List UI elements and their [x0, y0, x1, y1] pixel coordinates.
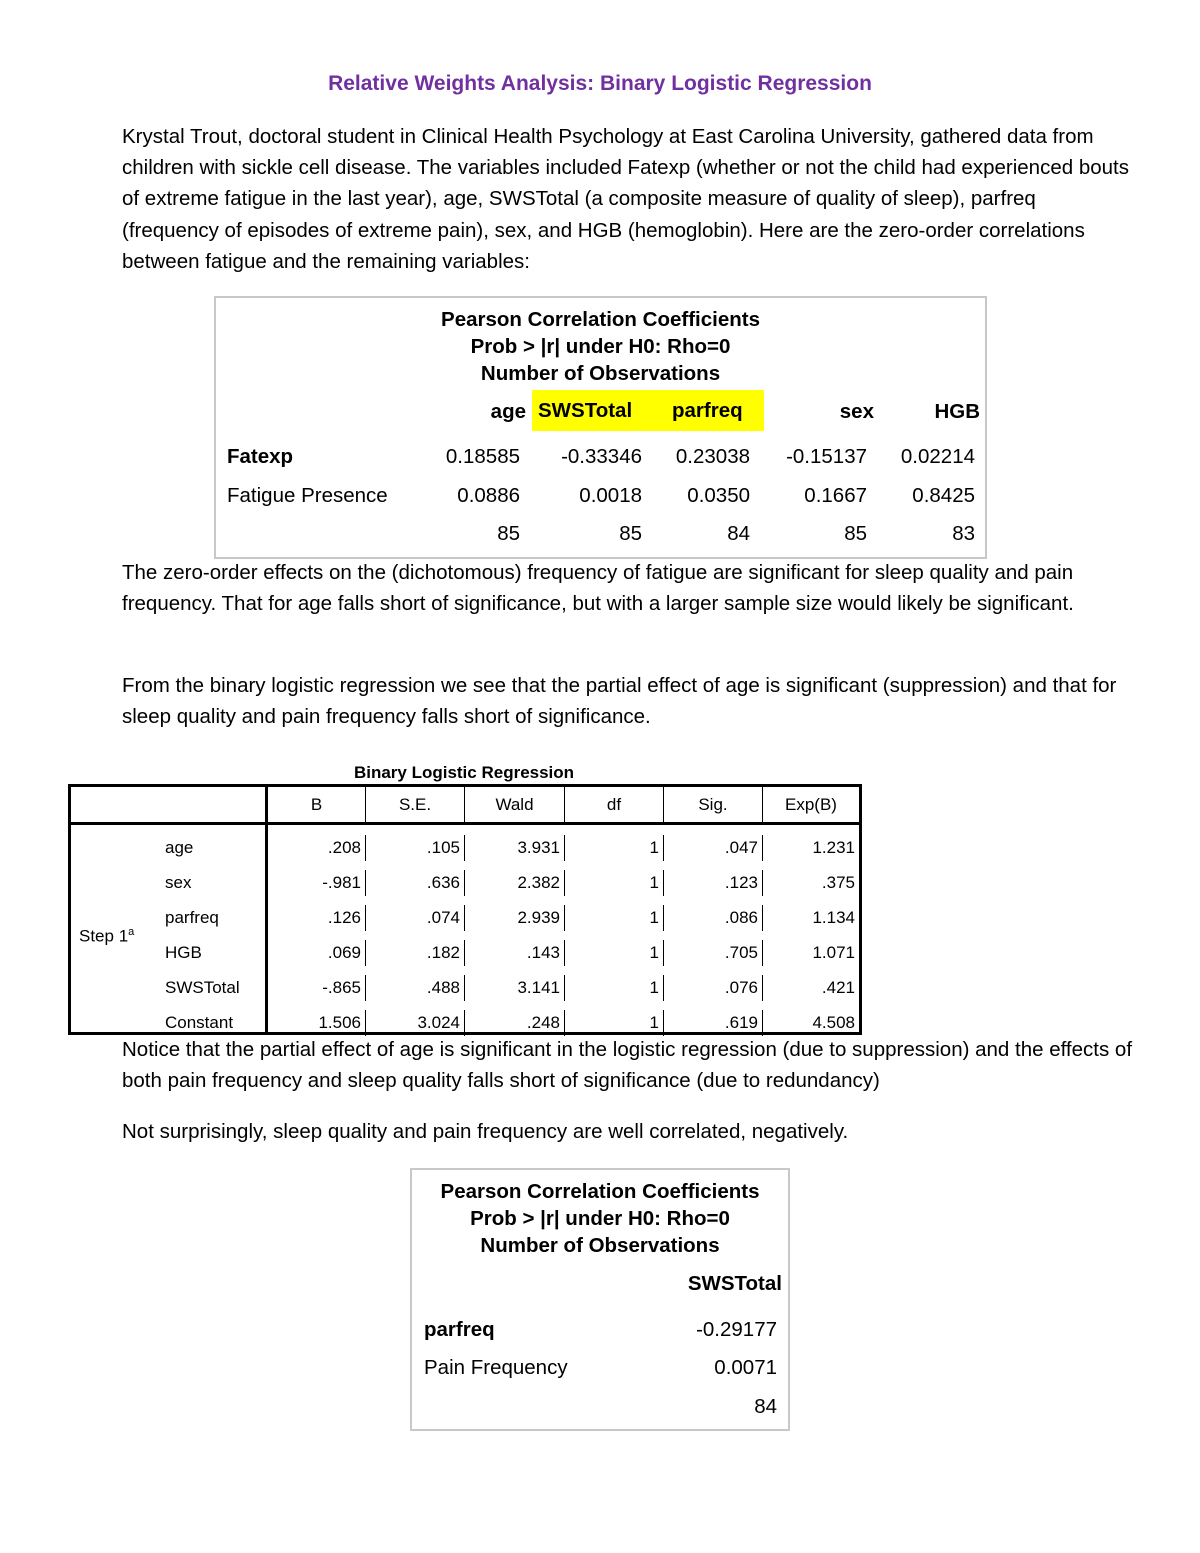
- col-header-wald: Wald: [495, 795, 534, 814]
- col-header-expb: Exp(B): [785, 795, 837, 814]
- cell-divider: [564, 905, 565, 931]
- cell-divider: [464, 940, 465, 966]
- table-cell: 3.024: [417, 1013, 460, 1032]
- table-cell: .488: [426, 978, 460, 997]
- cell-divider: [365, 1010, 366, 1036]
- corr2-heading-1: Pearson Correlation Coefficients: [440, 1180, 760, 1203]
- corr2-heading-2: Prob > |r| under H0: Rho=0: [470, 1207, 730, 1230]
- table-cell: 1: [649, 838, 659, 857]
- cell-divider: [762, 1010, 763, 1036]
- p-parfreq-swstotal: 0.0071: [714, 1356, 777, 1379]
- cell-divider: [663, 975, 664, 1001]
- cell-divider: [464, 1010, 465, 1036]
- col-header-hgb: HGB: [934, 400, 980, 423]
- cell-divider: [365, 905, 366, 931]
- paragraph-correlated: [70, 1116, 1132, 1147]
- corr2-heading-3: Number of Observations: [480, 1234, 720, 1257]
- row-label: HGB: [165, 943, 202, 962]
- row-label: SWSTotal: [165, 978, 240, 997]
- row-label: parfreq: [165, 908, 219, 927]
- paragraph-zero-order: [70, 557, 1132, 619]
- p-parfreq: 0.0350: [687, 484, 750, 507]
- cell-divider: [564, 835, 565, 861]
- col-header-sex: sex: [839, 400, 874, 423]
- table-cell: 2.939: [517, 908, 560, 927]
- cell-divider: [464, 835, 465, 861]
- label-divider: [265, 787, 268, 1032]
- table-cell: 1.071: [812, 943, 855, 962]
- p-sex: 0.1667: [804, 484, 867, 507]
- cell-divider: [365, 940, 366, 966]
- correlation-table-fatexp: [214, 296, 987, 559]
- r-parfreq-swstotal: -0.29177: [696, 1318, 777, 1341]
- r-age: 0.18585: [445, 445, 520, 468]
- table-cell: .143: [526, 943, 560, 962]
- n-sex: 85: [844, 522, 867, 545]
- row-label-fatexp: Fatexp: [227, 445, 294, 468]
- correlation-table-parfreq: [410, 1168, 790, 1431]
- cell-divider: [365, 870, 366, 896]
- table-cell: .619: [724, 1013, 758, 1032]
- page-title: Relative Weights Analysis: Binary Logistic Regression: [328, 72, 872, 95]
- cell-divider: [365, 835, 366, 861]
- intro-text: Krystal Trout, doctoral student in Clinical Health Psychology at East Carolina University, gathered data from children with sickle cell disease. The variables included Fatexp (whether or not the child had experienced bouts of extreme fatigue in the last year), age, SWSTotal (a composite measure of quality of sleep), parfreq (frequency of episodes of extreme pain), sex, and HGB (hemoglobin). Here are the zero-order correlations between fatigue and the remaining variables:: [122, 125, 1129, 273]
- table-cell: 1: [649, 943, 659, 962]
- cell-divider: [663, 905, 664, 931]
- correlated-text: Not surprisingly, sleep quality and pain frequency are well correlated, negatively.: [122, 1120, 849, 1143]
- row-sublabel-pain-frequency: Pain Frequency: [424, 1356, 568, 1379]
- notice-text: Notice that the partial effect of age is significant in the logistic regression (due to suppression) and the effects of both pain frequency and sleep quality falls short of significance (due to redundancy): [122, 1038, 1133, 1093]
- r-swstotal: -0.33346: [561, 445, 642, 468]
- intro-paragraph: [70, 121, 1132, 277]
- p-age: 0.0886: [457, 484, 520, 507]
- cell-divider: [762, 870, 763, 896]
- table-cell: 4.508: [812, 1013, 855, 1032]
- table-cell: 1: [649, 1013, 659, 1032]
- col-header-swstotal: SWSTotal: [532, 390, 648, 431]
- logistic-regression-table: [68, 784, 862, 1035]
- cell-divider: [762, 940, 763, 966]
- table-cell: .208: [327, 838, 361, 857]
- table-cell: 1: [649, 908, 659, 927]
- n-hgb: 83: [952, 522, 975, 545]
- table-cell: .248: [526, 1013, 560, 1032]
- table-cell: .126: [327, 908, 361, 927]
- corr-heading-2: Prob > |r| under H0: Rho=0: [470, 335, 731, 358]
- col-header-swstotal-2: SWSTotal: [687, 1272, 782, 1295]
- table-cell: 1.134: [812, 908, 855, 927]
- col-header-b: B: [310, 795, 323, 814]
- cell-divider: [762, 975, 763, 1001]
- table-cell: .375: [821, 873, 855, 892]
- paragraph-logistic: [70, 670, 1132, 732]
- n-swstotal: 85: [619, 522, 642, 545]
- col-header-se: S.E.: [398, 795, 432, 814]
- cell-divider: [564, 1010, 565, 1036]
- zero-order-text: The zero-order effects on the (dichotomous) frequency of fatigue are significant for sleep quality and pain frequency. That for age falls short of significance, but with a larger sample size would likely be significant.: [122, 561, 1074, 616]
- col-header-age: age: [490, 400, 526, 423]
- cell-divider: [663, 835, 664, 861]
- r-hgb: 0.02214: [900, 445, 975, 468]
- col-header-df: df: [606, 795, 622, 814]
- table-cell: 1: [649, 978, 659, 997]
- col-header-sig: Sig.: [698, 795, 728, 814]
- table-cell: .636: [426, 873, 460, 892]
- p-swstotal: 0.0018: [579, 484, 642, 507]
- table-cell: .182: [426, 943, 460, 962]
- corr-heading-3: Number of Observations: [480, 362, 721, 385]
- corr-heading-1: Pearson Correlation Coefficients: [441, 308, 760, 331]
- cell-divider: [663, 940, 664, 966]
- cell-divider: [762, 835, 763, 861]
- table-cell: .421: [821, 978, 855, 997]
- cell-divider: [564, 975, 565, 1001]
- cell-divider: [564, 940, 565, 966]
- header-divider: [71, 822, 859, 825]
- col-header-parfreq: parfreq: [648, 390, 764, 431]
- table-cell: 3.141: [517, 978, 560, 997]
- step-label-text: Step 1: [79, 926, 129, 946]
- table-cell: 1: [649, 873, 659, 892]
- cell-divider: [663, 1010, 664, 1036]
- table-cell: 2.382: [517, 873, 560, 892]
- p-hgb: 0.8425: [912, 484, 975, 507]
- paragraph-notice: [70, 1034, 1132, 1096]
- row-label: sex: [165, 873, 192, 892]
- r-sex: -0.15137: [786, 445, 867, 468]
- cell-divider: [464, 870, 465, 896]
- row-sublabel-fatigue-presence: Fatigue Presence: [227, 484, 388, 507]
- cell-divider: [464, 975, 465, 1001]
- cell-divider: [762, 905, 763, 931]
- table-cell: .086: [724, 908, 758, 927]
- table-cell: .047: [724, 838, 758, 857]
- n-parfreq-swstotal: 84: [754, 1395, 777, 1418]
- row-label: Constant: [165, 1013, 234, 1032]
- row-label: age: [165, 838, 194, 857]
- r-parfreq: 0.23038: [675, 445, 750, 468]
- table-cell: -.981: [322, 873, 361, 892]
- cell-divider: [365, 975, 366, 1001]
- table-cell: .069: [327, 943, 361, 962]
- n-age: 85: [497, 522, 520, 545]
- table-cell: .105: [426, 838, 460, 857]
- cell-divider: [564, 870, 565, 896]
- table-cell: .123: [724, 873, 758, 892]
- table-cell: -.865: [322, 978, 361, 997]
- row-label-parfreq: parfreq: [424, 1318, 495, 1341]
- table-cell: 1.231: [812, 838, 855, 857]
- cell-divider: [464, 905, 465, 931]
- table-cell: 3.931: [517, 838, 560, 857]
- step-footnote-marker: a: [128, 926, 135, 938]
- logistic-table-caption: Binary Logistic Regression: [353, 763, 575, 782]
- n-parfreq: 84: [727, 522, 750, 545]
- logistic-text: From the binary logistic regression we see that the partial effect of age is significant (suppression) and that for sleep quality and pain frequency falls short of significance.: [122, 674, 1117, 729]
- table-cell: 1.506: [318, 1013, 361, 1032]
- table-cell: .076: [724, 978, 758, 997]
- cell-divider: [663, 870, 664, 896]
- table-cell: .074: [426, 908, 460, 927]
- step-label: [79, 922, 134, 947]
- table-cell: .705: [724, 943, 758, 962]
